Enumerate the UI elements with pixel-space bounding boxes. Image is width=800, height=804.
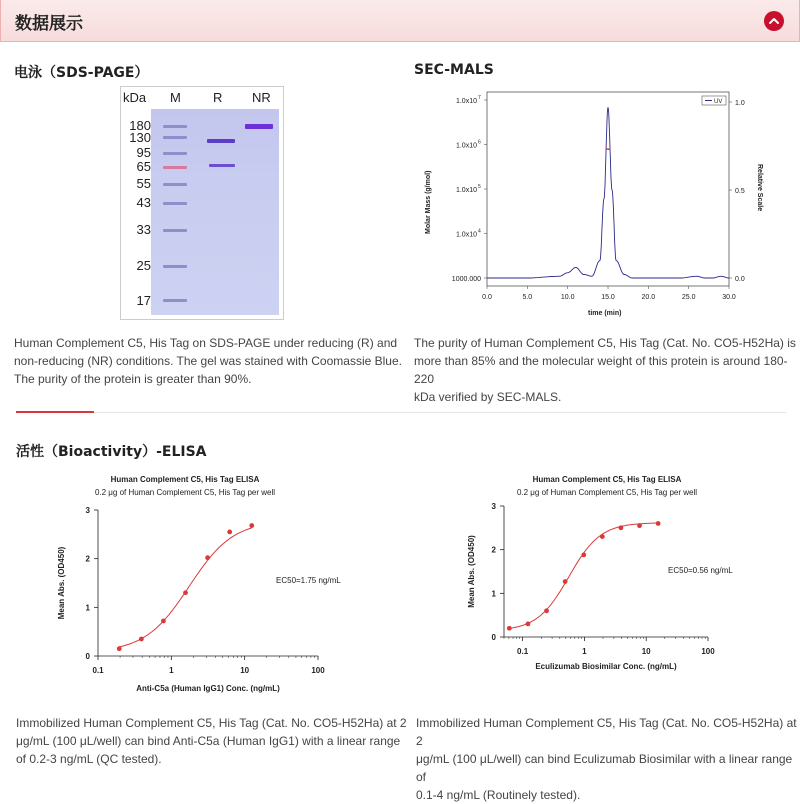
y-tick-label: 0	[85, 652, 90, 661]
gel-lane-header-m: M	[170, 90, 181, 105]
y-tick-label: 1.0x10	[455, 187, 477, 194]
marker-label: 180	[129, 118, 151, 133]
non-reduced-band	[245, 124, 273, 129]
x-tick-label: 1	[582, 647, 587, 656]
x-tick-label: 30.0	[722, 294, 736, 301]
x-tick-label: 10	[240, 666, 250, 675]
y-tick-label: 3	[85, 506, 90, 515]
marker-label: 95	[136, 145, 151, 160]
marker-label: 55	[136, 176, 151, 191]
x-tick-label: 100	[701, 647, 715, 656]
y-axis-label: Mean Abs. (OD450)	[57, 546, 66, 620]
data-point	[227, 530, 232, 535]
marker-band	[163, 229, 187, 232]
y-axis-label: Mean Abs. (OD450)	[467, 535, 476, 608]
sec-mals-caption	[414, 334, 800, 406]
y-tick-exponent: 7	[478, 95, 481, 101]
marker-band	[163, 136, 187, 139]
data-point	[656, 521, 661, 526]
chart-subtitle: 0.2 μg of Human Complement C5, His Tag per well	[516, 488, 698, 497]
elisa-chart-eculizumab	[460, 470, 790, 680]
data-point	[581, 553, 586, 558]
bioactivity-title: 活性（Bioactivity）-ELISA	[16, 444, 207, 460]
data-point	[117, 646, 122, 651]
x-axis-label: Eculizumab Biosimilar Conc. (ng/mL)	[535, 662, 677, 671]
x-tick-label: 15.0	[601, 294, 615, 301]
x-tick-label: 25.0	[681, 294, 696, 301]
y-tick-label: 3	[491, 502, 496, 511]
caption-line: The purity of Human Complement C5, His Tag (Cat. No. CO5-H52Ha) is	[414, 336, 796, 350]
x-tick-label: 10.0	[560, 294, 575, 301]
y-tick-label: 2	[491, 545, 496, 555]
y-axis-label: Molar Mass (g/mol)	[425, 170, 432, 234]
x-tick-label: 100	[311, 666, 325, 675]
fit-curve	[119, 528, 252, 647]
section-divider-accent	[16, 411, 94, 413]
right-tick-label: 1.0	[735, 100, 745, 107]
y-tick-label: 1.0x10	[455, 231, 477, 239]
marker-label: 17	[136, 293, 151, 308]
sec-mals-title: SEC-MALS	[414, 62, 494, 78]
chevron-up-icon	[768, 15, 780, 27]
marker-band	[163, 152, 187, 155]
caption-line: μg/mL (100 μL/well) can bind Anti-C5a (Human IgG1) with a linear range	[16, 734, 401, 748]
ec50-annotation: EC50=0.56 ng/mL	[668, 566, 733, 575]
marker-label: 33	[136, 222, 151, 237]
x-tick-label: 0.1	[517, 647, 529, 656]
data-point	[600, 534, 605, 539]
gel-lane-header-nr: NR	[252, 90, 271, 105]
sds-page-gel-image	[120, 86, 284, 320]
caption-line: 0.1-4 ng/mL (Routinely tested).	[416, 788, 581, 802]
marker-label: 25	[136, 258, 151, 273]
right-axis-label: Relative Scale	[756, 164, 763, 212]
marker-band	[163, 166, 187, 169]
reduced-band-light	[209, 164, 235, 167]
marker-band	[163, 183, 187, 186]
data-point	[563, 579, 568, 584]
data-point	[507, 626, 512, 631]
marker-label: 65	[136, 159, 151, 174]
chart-title: Human Complement C5, His Tag ELISA	[110, 475, 260, 484]
page-title: 数据展示	[15, 14, 83, 34]
caption-line: kDa verified by SEC-MALS.	[414, 390, 562, 404]
x-tick-label: 0.0	[482, 294, 492, 301]
caption-line: non-reducing (NR) conditions. The gel was stained with Coomassie Blue.	[14, 354, 402, 368]
elisa-chart-anti-c5a	[50, 470, 380, 700]
x-tick-label: 20.0	[641, 294, 656, 301]
sec-mals-chart	[422, 86, 782, 326]
elisa-caption-anti-c5a	[16, 714, 407, 768]
data-point	[161, 619, 166, 624]
marker-band	[163, 202, 187, 205]
chart-subtitle: 0.2 μg of Human Complement C5, His Tag per well	[94, 488, 276, 497]
gel-lane-header-kda: kDa	[123, 90, 147, 105]
y-tick-exponent: 6	[478, 139, 481, 146]
y-tick-label: 1000.000	[451, 276, 481, 283]
x-axis-label: Anti-C5a (Human IgG1) Conc. (ng/mL)	[136, 684, 280, 693]
x-tick-label: 10	[641, 647, 651, 656]
chart-title: Human Complement C5, His Tag ELISA	[532, 475, 682, 484]
fit-curve	[509, 523, 658, 628]
data-point	[526, 622, 531, 627]
marker-label: 130	[129, 130, 151, 145]
right-tick-label: 0.0	[735, 276, 745, 283]
y-tick-label: 0	[491, 633, 496, 642]
y-tick-label: 1	[491, 589, 496, 599]
elisa-caption-eculizumab	[416, 714, 800, 804]
section-divider	[16, 412, 786, 413]
caption-line: The purity of the protein is greater than 90%.	[14, 372, 252, 386]
legend-label: UV	[714, 99, 723, 105]
data-point	[249, 523, 254, 528]
marker-band	[163, 265, 187, 268]
sds-page-title: 电泳（SDS-PAGE）	[14, 65, 149, 81]
y-tick-label: 2	[85, 554, 90, 564]
reduced-band-heavy	[207, 139, 235, 143]
caption-line: more than 85% and the molecular weight of this protein is around 180-220	[414, 354, 788, 386]
ec50-annotation: EC50=1.75 ng/mL	[276, 576, 341, 585]
y-tick-exponent: 4	[478, 228, 481, 235]
uv-series-line	[487, 107, 729, 278]
data-point	[637, 523, 642, 528]
x-tick-label: 0.1	[92, 666, 104, 675]
x-tick-label: 5.0	[522, 294, 533, 301]
x-tick-label: 1	[169, 666, 174, 675]
y-tick-label: 1.0x10	[455, 142, 477, 150]
y-tick-exponent: 5	[478, 184, 481, 190]
marker-band	[163, 299, 187, 302]
y-tick-label: 1.0x10	[455, 98, 477, 105]
marker-band	[163, 125, 187, 128]
caption-line: Human Complement C5, His Tag on SDS-PAGE under reducing (R) and	[14, 336, 398, 350]
section-header	[0, 0, 800, 42]
plot-frame	[487, 92, 729, 286]
gel-lane-header-r: R	[213, 90, 223, 105]
data-point	[619, 525, 624, 530]
data-point	[139, 637, 144, 642]
data-point	[205, 555, 210, 560]
right-tick-label: 0.5	[735, 188, 745, 195]
caption-line: Immobilized Human Complement C5, His Tag (Cat. No. CO5-H52Ha) at 2	[416, 716, 797, 748]
collapse-button[interactable]	[764, 11, 784, 31]
y-tick-label: 1	[85, 603, 90, 613]
caption-line: of 0.2-3 ng/mL (QC tested).	[16, 752, 162, 766]
x-axis-label: time (min)	[588, 310, 622, 317]
data-point	[183, 590, 188, 595]
caption-line: Immobilized Human Complement C5, His Tag (Cat. No. CO5-H52Ha) at 2	[16, 716, 407, 730]
data-point	[544, 608, 549, 613]
molar-mass-series-line	[606, 149, 611, 150]
sds-page-caption	[14, 334, 402, 388]
caption-line: μg/mL (100 μL/well) can bind Eculizumab Biosimilar with a linear range of	[416, 752, 793, 784]
marker-label: 43	[136, 195, 151, 210]
